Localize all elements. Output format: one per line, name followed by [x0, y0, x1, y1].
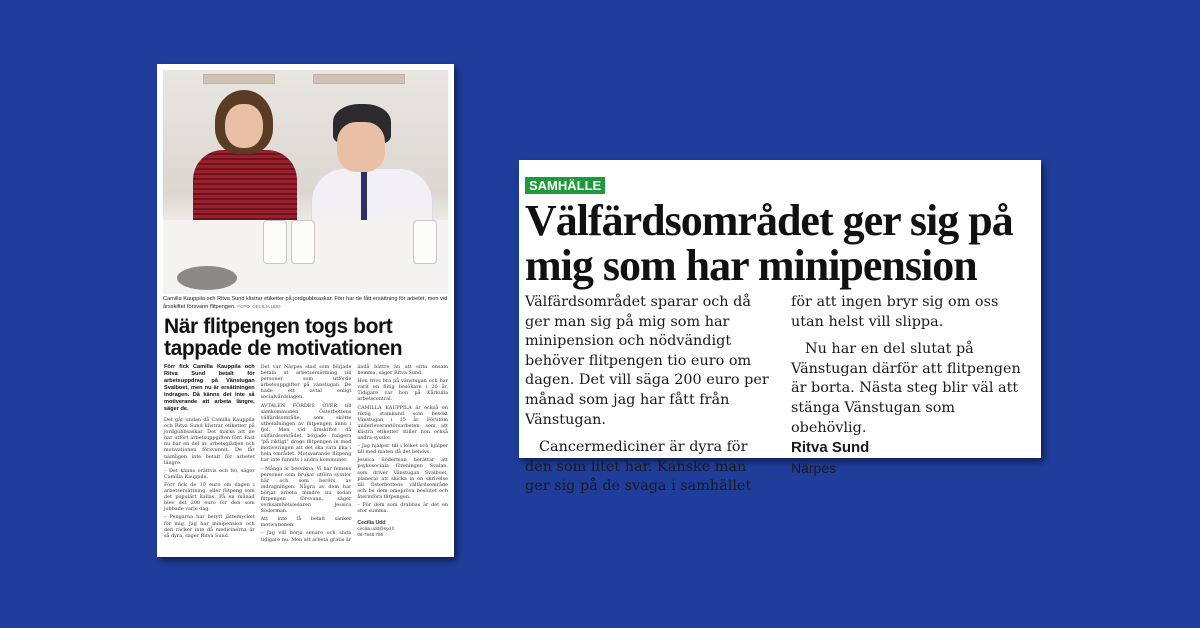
article-headline: När flitpengen togs bort tappade de motivationen — [164, 315, 403, 360]
section-tag: SAMHÄLLE — [525, 177, 605, 194]
article-byline: Cecilia Udd — [357, 520, 386, 527]
person-left-face — [225, 104, 263, 148]
paragraph: Cancermediciner är dyra för den som litet har. Kanske man ger sig på de svaga i samhället för att ingen bryr sig om oss utan helst vill slippa. — [525, 294, 999, 495]
article-body — [164, 364, 448, 545]
jar — [263, 220, 287, 264]
photo-caption — [163, 296, 449, 311]
paragraph: CAMILLA KAUPPILA är också en riktig stamkund som besökt Vänstugan i 15 år. Förutom underleverantörsarbeten som att klistra etiketter stiller hon också andra sysslor. — [357, 404, 449, 442]
wall-frame — [313, 74, 405, 84]
person-left — [193, 150, 297, 230]
jar — [413, 220, 437, 264]
newspaper-clipping-right — [519, 160, 1041, 495]
jar — [291, 220, 315, 264]
paragraph: AVTALEN FÖRDES ÖVER till samkommunen Österbottens välfärdsområde, som skötte utbetalningen av flitpengen ännu i fjol. Men vid årsskiftet då välfärdsområdet började fungera "på riktigt" drogs flitpengen in med motiveringen att det ska vara lika i hela området. Motsvarande flitpeng har inte funnits i andra kommuner. — [260, 402, 352, 464]
byline-email: cecilia.udd@syd.fi — [357, 526, 395, 532]
article-column-1 — [164, 364, 255, 545]
paragraph: – Jag vill börja senare och sluta tidigare nu. Men att arbeta gratis är — [260, 530, 352, 543]
paragraph: Förr fick de 10 euro om dagen i arbetsersättning, eller flitpeng som det populärt kallas. På en månad blev det 200 euro för den som jobbade varje dag. — [164, 481, 255, 513]
paragraph: Välfärdsområdet sparar och då ger man sig på mig som har minipension och nödvändigt behöver flitpengen tio euro om dagen. Det vill säga 200 euro per månad som jag har fått från Vänstugan. — [525, 294, 769, 428]
person-right-face — [337, 122, 385, 172]
article-photo — [163, 70, 448, 294]
article-column-3 — [357, 364, 448, 545]
byline-phone: 06-7848 766 — [357, 532, 384, 538]
opinion-headline: Välfärdsområdet ger sig på mig som har minipension — [525, 196, 1013, 290]
signature-name: Ritva Sund — [791, 439, 870, 457]
paragraph: – Pengarna har betytt jättemycket för mig. Jag har minipension och den räcker inte då medicinerna är så dyra, säger Ritva Sund. — [164, 514, 255, 539]
paragraph: Nu har en del slutat på Vänstugan därför att flitpengen är borta. Nästa steg blir väl att stänga Vänstugan som obehövlig. — [791, 341, 1021, 436]
paragraph: ändå bättre än att sitta ensam hemma, säger Ritva Sund. — [357, 364, 449, 377]
paragraph: Det går undan då Camilla Kauppila och Ritva Sund klistrar etiketter på jordgubbsaskar. Det märks att de har utfört arbetsuppgiften förr. Fast nu har en del av arbetsglädjen och motivationen försvunnit. De får nämligen inte betalt för arbetet längre. — [164, 417, 255, 466]
bowl — [177, 266, 237, 290]
signature-place: Närpes — [791, 460, 837, 477]
article-ingress: Förr fick Camilla Kauppila och Ritva Sund betalt för arbetsuppdrag på Vänstugan Svalboet, men nu är ersättningen indragen. Då känns det inte så motiverande att arbeta längre, säger de. — [164, 364, 255, 412]
paragraph: Det var Närpes stad som började betala ut arbetsersättning till personer som utförde arbetsuppgifter på vänstugan. De hade ett avtal enligt socialvårdslagen. — [260, 364, 352, 401]
paragraph: Hon trivs bra på vänstugan och har varit en flitig besökare i 20 år. Tidigare var hon på Kårkulla arbetscentral. — [357, 378, 449, 403]
paragraph: – Det känns orättvis och fel, säger Camilla Kauppila. — [164, 467, 255, 480]
paragraph: Jessica Söderman berättar att psykosociala föreningen Svalan, som driver Vänstugan Svalboet, planerar att skicka in en skrivelse till Österbottens välfärdsområde och be dem omepröva beslutet och återinföra flitpengen. — [357, 457, 449, 500]
paragraph: – Många är besvikna. Vi har femsex personer som brukar utföra sysslor här och som berörs av indragningen. Några av dem har börjat arbeta mindre nu sedan flitpengen försvann, säger verksamhetsledaren Jessica Söderman. — [260, 465, 352, 515]
photo-credit: FOTO: CECILIA UDD — [237, 304, 281, 309]
wall-frame — [203, 74, 275, 84]
paragraph: Att inte få betalt sänker motivationen. — [260, 516, 352, 529]
paragraph: – Jag hjälper till i köket och hjälper till med maten då det behövs. — [357, 443, 449, 456]
newspaper-clipping-left — [157, 64, 454, 557]
caption-text: Camilla Kauppila och Ritva Sund klistrar etiketter på jordgubbsaskar. Förr har de fått ersättning för arbetet, men vid årsskiftet försvann flitpengen. — [163, 296, 448, 310]
paragraph: – För dem som drabbas är det en stor summa. — [357, 501, 449, 515]
article-column-2 — [261, 364, 352, 545]
opinion-body — [525, 293, 1035, 497]
